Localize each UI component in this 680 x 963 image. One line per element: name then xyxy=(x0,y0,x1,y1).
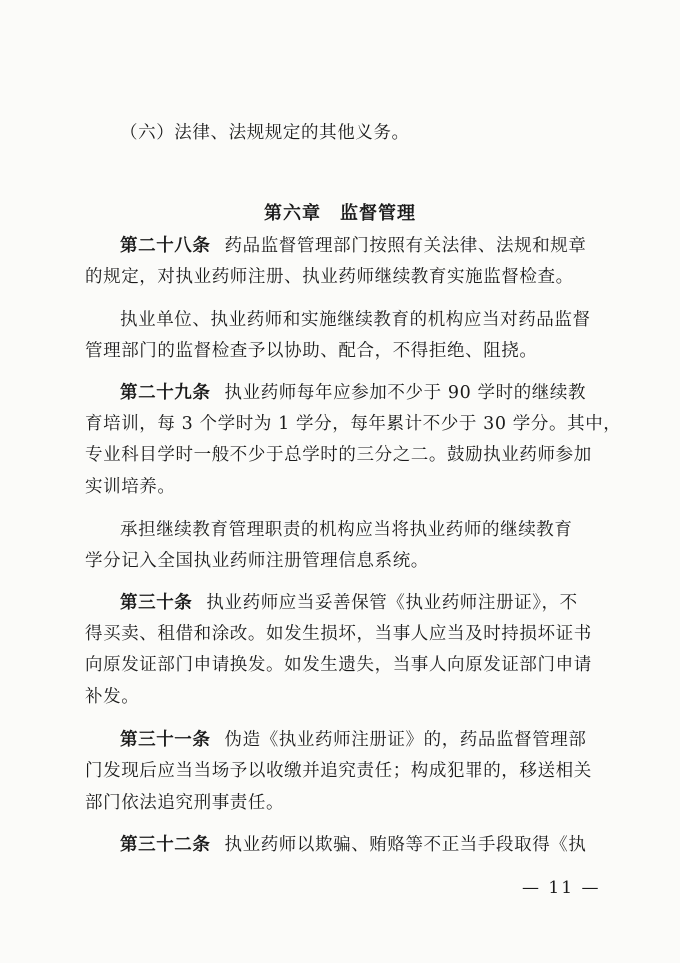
article-line xyxy=(120,382,586,404)
line-text: 管理部门的监督检查予以协助、配合，不得拒绝、阻挠。 xyxy=(85,341,538,361)
line-text: 门发现后应当当场予以收缴并追究责任；构成犯罪的，移送相关 xyxy=(85,761,592,781)
article-heading: 第三十条 xyxy=(120,593,193,613)
article-heading: 第二十九条 xyxy=(120,383,211,403)
chapter-title: 第六章 监督管理 xyxy=(264,203,416,224)
article-line xyxy=(120,729,587,751)
text-line xyxy=(85,413,621,435)
text-line xyxy=(85,476,176,498)
page-number: — 11 — xyxy=(522,878,601,898)
article-heading: 第三十一条 xyxy=(120,730,211,750)
line-text: 专业科目学时一般不少于总学时的三分之二。鼓励执业药师参加 xyxy=(85,445,592,465)
text-line xyxy=(85,686,139,708)
line-text: 承担继续教育管理职责的机构应当将执业药师的继续教育 xyxy=(120,520,573,540)
line-text: 药品监督管理部门按照有关法律、法规和规章 xyxy=(224,236,587,256)
line-text: （六）法律、法规规定的其他义务。 xyxy=(120,123,410,143)
text-line xyxy=(85,623,592,645)
article-heading: 第三十二条 xyxy=(120,835,211,855)
text-line xyxy=(120,122,410,144)
line-text: 执业药师应当妥善保管《执业药师注册证》，不 xyxy=(206,593,578,613)
line-text: 学分记入全国执业药师注册管理信息系统。 xyxy=(85,551,429,571)
text-line xyxy=(85,792,284,814)
text-line xyxy=(85,444,592,466)
article-heading: 第二十八条 xyxy=(120,236,211,256)
line-text: 伪造《执业药师注册证》的，药品监督管理部 xyxy=(224,730,587,750)
line-text: 向原发证部门申请换发。如发生遗失，当事人向原发证部门申请 xyxy=(85,655,592,675)
line-text: 得买卖、租借和涂改。如发生损坏，当事人应当及时持损坏证书 xyxy=(85,624,592,644)
line-text: 实训培养。 xyxy=(85,477,176,497)
article-line xyxy=(120,235,587,257)
line-text: 执业单位、执业药师和实施继续教育的机构应当对药品监督 xyxy=(120,310,591,330)
text-line xyxy=(85,760,592,782)
text-line xyxy=(85,654,592,676)
article-line xyxy=(120,834,587,856)
article-line xyxy=(120,592,578,614)
text-line xyxy=(120,309,591,331)
line-text: 补发。 xyxy=(85,687,140,707)
text-line xyxy=(85,340,538,362)
text-line xyxy=(85,266,574,288)
text-line xyxy=(85,550,429,572)
line-text: 执业药师每年应参加不少于 90 学时的继续教 xyxy=(224,383,587,403)
line-text: 部门依法追究刑事责任。 xyxy=(85,793,285,813)
text-line xyxy=(120,519,573,541)
line-text: 执业药师以欺骗、贿赂等不正当手段取得《执 xyxy=(224,835,587,855)
line-text: 育培训，每 3 个学时为 1 学分，每年累计不少于 30 学分。其中， xyxy=(85,414,622,434)
line-text: 的规定，对执业药师注册、执业药师继续教育实施监督检查。 xyxy=(85,267,574,287)
